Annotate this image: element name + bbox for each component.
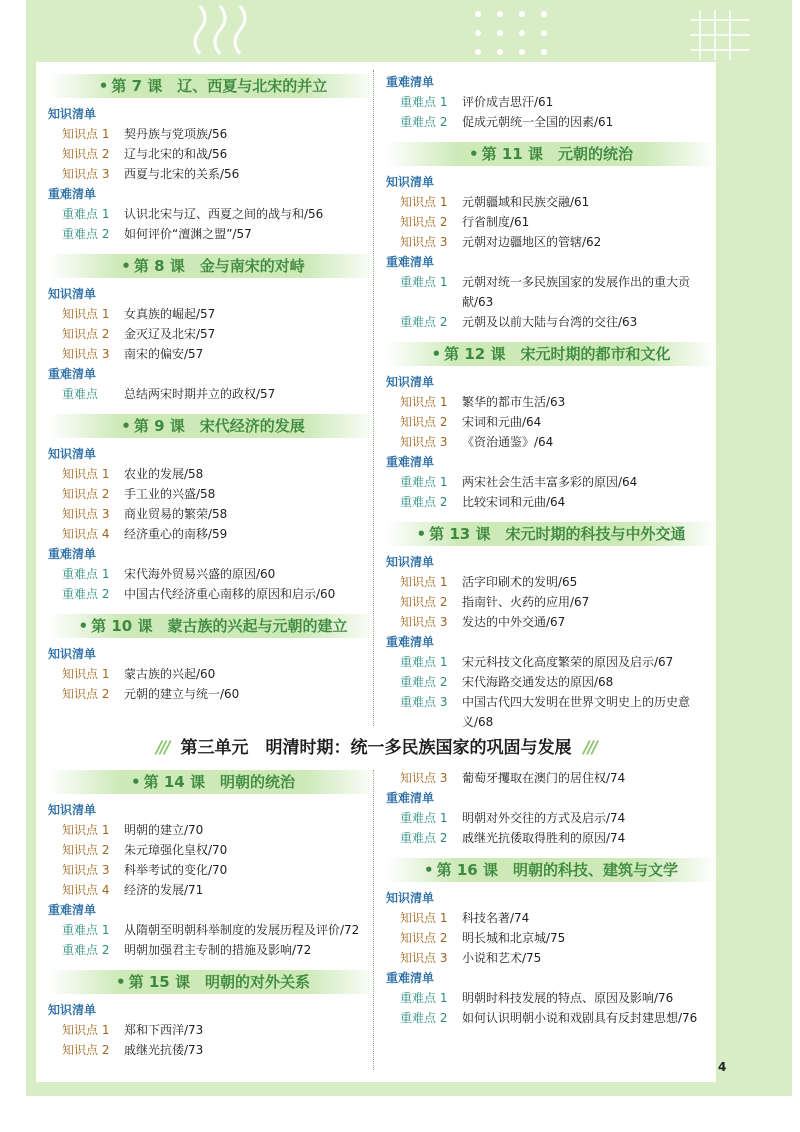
item-tag: 知识点 1 — [62, 667, 110, 681]
bullet-icon: • — [431, 345, 442, 363]
item-text: 元朝的建立与统一/60 — [124, 687, 240, 701]
item-tag: 知识点 2 — [400, 415, 448, 429]
knowledge-point-item[interactable] — [386, 928, 716, 948]
lesson-heading[interactable] — [48, 254, 378, 278]
item-text: 蒙古族的兴起/60 — [124, 667, 216, 681]
spacer — [48, 1060, 378, 1068]
item-tag: 知识点 1 — [62, 127, 110, 141]
difficulty-point-item[interactable] — [386, 692, 716, 732]
item-text: 手工业的兴盛/58 — [124, 487, 216, 501]
item-text: 活字印刷术的发明/65 — [462, 575, 578, 589]
knowledge-point-item[interactable] — [48, 664, 378, 684]
wave-decoration-icon — [190, 4, 270, 60]
item-tag: 重难点 2 — [400, 831, 448, 845]
difficulty-list-heading: 重难清单 — [48, 547, 97, 561]
lesson-heading[interactable] — [386, 522, 716, 546]
item-text: 戚继光抗倭/73 — [124, 1043, 204, 1057]
knowledge-point-item[interactable] — [48, 524, 378, 544]
item-tag: 重难点 2 — [400, 1011, 448, 1025]
item-text: 朱元璋强化皇权/70 — [124, 843, 228, 857]
knowledge-point-item[interactable] — [48, 860, 378, 880]
difficulty-point-item[interactable] — [386, 492, 716, 512]
item-text: 《资治通鉴》/64 — [462, 435, 554, 449]
item-text: 宋元科技文化高度繁荣的原因及启示/67 — [462, 655, 674, 669]
knowledge-point-item[interactable] — [48, 164, 378, 184]
knowledge-point-item[interactable] — [386, 412, 716, 432]
item-tag: 重难点 1 — [62, 567, 110, 581]
item-text: 两宋社会生活丰富多彩的原因/64 — [462, 475, 638, 489]
item-text: 如何评价“澶渊之盟”/57 — [124, 227, 252, 241]
item-tag: 重难点 1 — [400, 655, 448, 669]
item-tag: 重难点 2 — [400, 675, 448, 689]
difficulty-point-item[interactable] — [48, 564, 378, 584]
item-text: 经济的发展/71 — [124, 883, 204, 897]
item-tag: 知识点 2 — [62, 1043, 110, 1057]
lesson-heading[interactable] — [48, 770, 378, 794]
item-tag: 知识点 1 — [400, 195, 448, 209]
lesson-title: 第 11 课 元朝的统治 — [481, 145, 633, 163]
knowledge-point-item[interactable] — [48, 1020, 378, 1040]
difficulty-point-item[interactable] — [386, 1008, 716, 1028]
lesson-title: 第 9 课 宋代经济的发展 — [133, 417, 305, 435]
item-tag: 重难点 1 — [400, 475, 448, 489]
knowledge-point-item[interactable] — [386, 392, 716, 412]
item-text: 明朝时科技发展的特点、原因及影响/76 — [462, 991, 674, 1005]
item-tag: 知识点 1 — [62, 467, 110, 481]
item-text: 元朝及以前大陆与台湾的交往/63 — [462, 315, 638, 329]
item-text: 西夏与北宋的关系/56 — [124, 167, 240, 181]
knowledge-point-item[interactable] — [48, 464, 378, 484]
bullet-icon: • — [424, 861, 434, 879]
spacer — [386, 848, 716, 856]
item-text: 明朝的建立/70 — [124, 823, 204, 837]
spacer — [386, 1028, 716, 1036]
lesson-title: 第 7 课 辽、西夏与北宋的并立 — [111, 77, 328, 95]
knowledge-list-heading: 知识清单 — [48, 803, 97, 817]
lesson-title: 第 12 课 宋元时期的都市和文化 — [444, 345, 671, 363]
spacer — [48, 604, 378, 612]
difficulty-list-heading: 重难清单 — [386, 75, 435, 89]
knowledge-point-item[interactable] — [386, 768, 716, 788]
item-text: 宋词和元曲/64 — [462, 415, 542, 429]
spacer — [48, 960, 378, 968]
item-text: 农业的发展/58 — [124, 467, 204, 481]
difficulty-list-heading: 重难清单 — [386, 255, 435, 269]
knowledge-point-item[interactable] — [48, 344, 378, 364]
difficulty-point-item[interactable] — [386, 112, 716, 132]
item-text: 宋代海外贸易兴盛的原因/60 — [124, 567, 276, 581]
knowledge-point-item[interactable] — [386, 948, 716, 968]
lesson-heading[interactable] — [48, 74, 378, 98]
item-tag: 重难点 1 — [62, 207, 110, 221]
item-text: 促成元朝统一全国的因素/61 — [462, 115, 614, 129]
lesson-title: 第 16 课 明朝的科技、建筑与文学 — [436, 861, 678, 879]
item-tag: 知识点 1 — [62, 823, 110, 837]
spacer — [48, 704, 378, 712]
unit-slashes-right: /// — [583, 738, 597, 758]
difficulty-point-item[interactable] — [386, 312, 716, 332]
item-text: 商业贸易的繁荣/58 — [124, 507, 228, 521]
knowledge-point-item[interactable] — [386, 192, 716, 212]
difficulty-point-item[interactable] — [386, 672, 716, 692]
difficulty-point-item[interactable] — [48, 584, 378, 604]
item-text: 从隋朝至明朝科举制度的发展历程及评价/72 — [124, 923, 360, 937]
item-text: 指南针、火药的应用/67 — [462, 595, 590, 609]
item-tag: 重难点 2 — [400, 495, 448, 509]
difficulty-list-heading: 重难清单 — [386, 635, 435, 649]
toc-column-left-bottom — [48, 768, 378, 1068]
difficulty-point-item[interactable] — [48, 384, 378, 404]
item-tag: 重难点 1 — [400, 95, 448, 109]
lesson-heading[interactable] — [386, 142, 716, 166]
spacer — [386, 132, 716, 140]
knowledge-list-heading: 知识清单 — [48, 447, 97, 461]
item-tag: 知识点 2 — [62, 327, 110, 341]
bullet-icon: • — [116, 973, 126, 991]
knowledge-point-item[interactable] — [386, 572, 716, 592]
spacer — [48, 404, 378, 412]
item-tag: 知识点 3 — [62, 167, 110, 181]
item-text: 科技名著/74 — [462, 911, 530, 925]
lesson-title: 第 15 课 明朝的对外关系 — [128, 973, 310, 991]
knowledge-list-heading: 知识清单 — [48, 647, 97, 661]
knowledge-point-item[interactable] — [386, 232, 716, 252]
knowledge-point-item[interactable] — [48, 684, 378, 704]
difficulty-point-item[interactable] — [386, 652, 716, 672]
difficulty-list-heading: 重难清单 — [48, 903, 97, 917]
item-text: 南宋的偏安/57 — [124, 347, 204, 361]
bullet-icon: • — [98, 77, 109, 95]
lesson-heading[interactable] — [48, 614, 378, 638]
item-tag: 知识点 1 — [400, 395, 448, 409]
difficulty-point-item[interactable] — [48, 224, 378, 244]
item-text: 金灭辽及北宋/57 — [124, 327, 216, 341]
item-text: 辽与北宋的和战/56 — [124, 147, 228, 161]
item-text: 评价成吉思汗/61 — [462, 95, 554, 109]
bullet-icon: • — [121, 257, 131, 275]
spacer — [386, 512, 716, 520]
lesson-heading[interactable] — [48, 970, 378, 994]
knowledge-point-item[interactable] — [386, 612, 716, 632]
knowledge-point-item[interactable] — [386, 212, 716, 232]
difficulty-list-heading: 重难清单 — [48, 187, 97, 201]
difficulty-point-item[interactable] — [386, 472, 716, 492]
item-text: 总结两宋时期并立的政权/57 — [124, 387, 276, 401]
item-text: 明朝加强君主专制的措施及影响/72 — [124, 943, 312, 957]
lesson-heading[interactable] — [386, 342, 716, 366]
item-tag: 知识点 3 — [400, 951, 448, 965]
bullet-icon: • — [416, 525, 427, 543]
item-text: 比较宋词和元曲/64 — [462, 495, 566, 509]
item-tag: 知识点 3 — [400, 771, 448, 785]
item-tag: 知识点 3 — [62, 347, 110, 361]
item-tag: 重难点 2 — [62, 227, 110, 241]
item-tag: 重难点 1 — [400, 275, 448, 289]
difficulty-list-heading: 重难清单 — [386, 455, 435, 469]
item-tag: 知识点 1 — [400, 575, 448, 589]
item-tag: 知识点 3 — [62, 863, 110, 877]
knowledge-list-heading: 知识清单 — [386, 375, 435, 389]
knowledge-point-item[interactable] — [48, 324, 378, 344]
unit-title-text: 第三单元 明清时期：统一多民族国家的巩固与发展 — [180, 738, 572, 758]
difficulty-list-heading: 重难清单 — [386, 971, 435, 985]
item-tag: 知识点 3 — [400, 235, 448, 249]
item-tag: 知识点 2 — [400, 215, 448, 229]
item-tag: 重难点 — [62, 387, 99, 401]
item-tag: 重难点 1 — [62, 923, 110, 937]
item-text: 郑和下西洋/73 — [124, 1023, 204, 1037]
item-tag: 知识点 4 — [62, 527, 110, 541]
knowledge-list-heading: 知识清单 — [386, 175, 435, 189]
difficulty-point-item[interactable] — [48, 920, 378, 940]
item-text: 元朝疆域和民族交融/61 — [462, 195, 590, 209]
item-tag: 重难点 2 — [400, 315, 448, 329]
item-tag: 知识点 2 — [62, 687, 110, 701]
difficulty-list-heading: 重难清单 — [386, 791, 435, 805]
toc-column-right-top — [386, 72, 716, 740]
item-text: 小说和艺术/75 — [462, 951, 542, 965]
item-tag: 重难点 2 — [62, 943, 110, 957]
item-text: 宋代海路交通发达的原因/68 — [462, 675, 614, 689]
difficulty-point-item[interactable] — [386, 988, 716, 1008]
item-tag: 知识点 2 — [62, 147, 110, 161]
knowledge-point-item[interactable] — [48, 484, 378, 504]
spacer — [48, 244, 378, 252]
item-text: 经济重心的南移/59 — [124, 527, 228, 541]
item-text: 戚继光抗倭取得胜利的原因/74 — [462, 831, 626, 845]
item-tag: 重难点 1 — [400, 811, 448, 825]
item-text: 元朝对统一多民族国家的发展作出的重大贡献/63 — [462, 275, 691, 309]
knowledge-point-item[interactable] — [386, 908, 716, 928]
difficulty-point-item[interactable] — [386, 92, 716, 112]
item-tag: 知识点 3 — [400, 435, 448, 449]
item-text: 契丹族与党项族/56 — [124, 127, 228, 141]
item-text: 发达的中外交通/67 — [462, 615, 566, 629]
item-tag: 重难点 2 — [62, 587, 110, 601]
knowledge-list-heading: 知识清单 — [48, 287, 97, 301]
lesson-title: 第 13 课 宋元时期的科技与中外交通 — [429, 525, 686, 543]
difficulty-point-item[interactable] — [386, 272, 716, 312]
item-text: 中国古代四大发明在世界文明史上的历史意义/68 — [462, 695, 691, 729]
page-number: 4 — [718, 1060, 727, 1074]
item-tag: 重难点 1 — [400, 991, 448, 1005]
item-text: 认识北宋与辽、西夏之间的战与和/56 — [124, 207, 324, 221]
grid-decoration-icon — [690, 10, 750, 60]
item-text: 行省制度/61 — [462, 215, 530, 229]
knowledge-point-item[interactable] — [386, 432, 716, 452]
item-text: 葡萄牙攫取在澳门的居住权/74 — [462, 771, 626, 785]
item-text: 如何认识明朝小说和戏剧具有反封建思想/76 — [462, 1011, 698, 1025]
difficulty-point-item[interactable] — [386, 808, 716, 828]
bullet-icon: • — [469, 145, 479, 163]
knowledge-point-item[interactable] — [48, 304, 378, 324]
knowledge-point-item[interactable] — [48, 880, 378, 900]
item-tag: 知识点 2 — [400, 595, 448, 609]
item-text: 中国古代经济重心南移的原因和启示/60 — [124, 587, 336, 601]
bullet-icon: • — [78, 617, 89, 635]
difficulty-point-item[interactable] — [386, 828, 716, 848]
knowledge-list-heading: 知识清单 — [48, 1003, 97, 1017]
lesson-heading[interactable] — [386, 858, 716, 882]
item-tag: 知识点 4 — [62, 883, 110, 897]
lesson-heading[interactable] — [48, 414, 378, 438]
item-text: 科举考试的变化/70 — [124, 863, 228, 877]
item-tag: 知识点 1 — [62, 1023, 110, 1037]
difficulty-point-item[interactable] — [48, 940, 378, 960]
knowledge-list-heading: 知识清单 — [386, 891, 435, 905]
knowledge-point-item[interactable] — [48, 820, 378, 840]
item-tag: 知识点 3 — [400, 615, 448, 629]
item-tag: 重难点 2 — [400, 115, 448, 129]
knowledge-list-heading: 知识清单 — [48, 107, 97, 121]
bullet-icon: • — [121, 417, 131, 435]
item-text: 女真族的崛起/57 — [124, 307, 216, 321]
unit-slashes-left: /// — [155, 738, 169, 758]
item-text: 繁华的都市生活/63 — [462, 395, 566, 409]
knowledge-point-item[interactable] — [48, 504, 378, 524]
item-tag: 知识点 2 — [400, 931, 448, 945]
dots-decoration-icon — [470, 6, 570, 60]
unit-title — [36, 734, 716, 762]
item-tag: 知识点 2 — [62, 487, 110, 501]
difficulty-list-heading: 重难清单 — [48, 367, 97, 381]
knowledge-point-item[interactable] — [48, 1040, 378, 1060]
item-text: 明朝对外交往的方式及启示/74 — [462, 811, 626, 825]
spacer — [386, 332, 716, 340]
knowledge-list-heading: 知识清单 — [386, 555, 435, 569]
lesson-title: 第 10 课 蒙古族的兴起与元朝的建立 — [91, 617, 348, 635]
toc-column-right-bottom — [386, 768, 716, 1036]
item-tag: 知识点 1 — [400, 911, 448, 925]
knowledge-point-item[interactable] — [48, 124, 378, 144]
item-text: 元朝对边疆地区的管辖/62 — [462, 235, 602, 249]
knowledge-point-item[interactable] — [48, 144, 378, 164]
item-tag: 知识点 2 — [62, 843, 110, 857]
difficulty-point-item[interactable] — [48, 204, 378, 224]
bullet-icon: • — [131, 773, 141, 791]
knowledge-point-item[interactable] — [386, 592, 716, 612]
item-tag: 知识点 1 — [62, 307, 110, 321]
item-tag: 重难点 3 — [400, 695, 448, 709]
lesson-title: 第 14 课 明朝的统治 — [143, 773, 295, 791]
item-tag: 知识点 3 — [62, 507, 110, 521]
lesson-title: 第 8 课 金与南宋的对峙 — [133, 257, 305, 275]
item-text: 明长城和北京城/75 — [462, 931, 566, 945]
toc-column-left-top — [48, 72, 378, 712]
knowledge-point-item[interactable] — [48, 840, 378, 860]
